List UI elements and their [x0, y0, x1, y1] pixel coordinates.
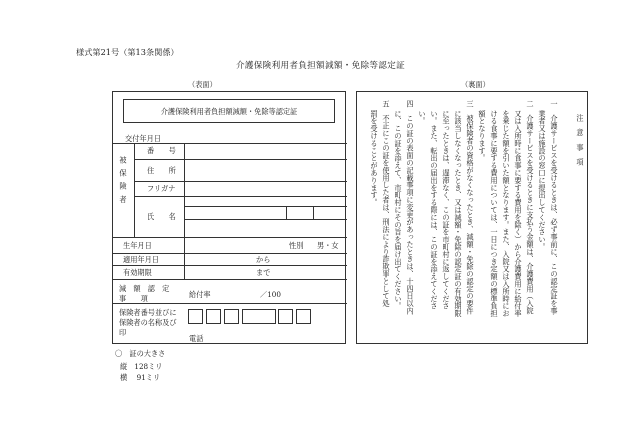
- issue-date-label: 交付年月日: [125, 134, 161, 143]
- note-line: 四 この証の表面の記載事項に変更があったときは、十四日以内: [406, 100, 415, 315]
- card-title: 介護保険利用者負担額減額・免除等認定証: [160, 107, 298, 116]
- front-card: [112, 91, 346, 344]
- note-line: い。また、転出の届出をする際には、この証を添えてくださ: [430, 110, 439, 310]
- valid-until-label: 有効期限: [123, 268, 152, 277]
- birth-date-label: 生年月日: [123, 241, 152, 250]
- furigana-label: フリガナ: [147, 184, 176, 193]
- note-line: 五 不正にこの証を使用した者は、刑法により詐欺罪として処: [382, 100, 391, 308]
- card-size-heading: 〇 証の大きさ: [115, 349, 166, 358]
- phone-label: 電話: [189, 334, 204, 343]
- benefit-rate-suffix: ／100: [260, 290, 281, 299]
- applicable-date-label: 適用年月日: [123, 255, 159, 264]
- note-line: い。: [418, 110, 427, 125]
- back-card: [356, 91, 588, 344]
- insurer-label: 保険者番号並びに保険者の名称及び印: [119, 308, 177, 337]
- card-title-box: [123, 99, 335, 123]
- card-size-height: 縦 128ミリ: [120, 362, 163, 371]
- reduction-items-label: 減 額 認 定 事 項: [119, 284, 177, 303]
- note-line: ける食事に要する費用については、一日につき定額の標準負担: [490, 110, 499, 318]
- note-line: 罰を受けることがあります。: [370, 110, 379, 207]
- note-line: 二 介護サービスを受けるときに支払う金額は、介護費用（入院: [526, 100, 535, 315]
- note-line: 又は入所時に食事に要する費用を除く）から介護費用に給付率: [514, 110, 523, 318]
- gender-label: 性別: [289, 241, 304, 250]
- back-heading: （裏面）: [461, 80, 490, 89]
- address-label: 住 所: [147, 166, 176, 175]
- note-line: 三 被保険者の資格がなくなったとき、減額・免除の認定の要件: [466, 100, 475, 315]
- note-line: に至ったときは、遅滞なく、この証を市町村に返してくださ: [442, 110, 451, 310]
- card-size-width: 横 91ミリ: [120, 373, 161, 382]
- note-line: 一 介護サービスを受けるときは、必ず事前に、この認定証を事: [550, 100, 559, 315]
- gender-value: 男・女: [317, 241, 339, 250]
- benefit-rate-label: 給付率: [189, 290, 211, 299]
- notes-title: 注 意 事 項: [576, 114, 585, 166]
- note-line: 業者又は施設の窓口に提出してください。: [538, 110, 547, 251]
- document-title: 介護保険利用者負担額減額・免除等認定証: [236, 61, 405, 71]
- insurer-number-boxes: [184, 303, 347, 345]
- insured-person-label: 被保険者: [119, 156, 128, 209]
- note-line: に該当しなくなったとき、又は減額・免除の認定証の有効期限: [454, 110, 463, 318]
- front-heading: （表面）: [188, 80, 217, 89]
- notes-list: [363, 100, 559, 338]
- form-number: 様式第21号（第13条関係）: [76, 47, 179, 57]
- note-line: 額となります。: [478, 110, 487, 162]
- until-text: まで: [256, 268, 271, 277]
- note-line: を乗じた額を引いた額となります。また、入院又は入所時にお: [502, 110, 511, 318]
- number-label: 番 号: [147, 146, 176, 155]
- note-line: に、この証を添えて、市町村にその旨を届け出てください。: [394, 110, 403, 310]
- from-text: から: [256, 255, 271, 264]
- name-label: 氏 名: [147, 212, 176, 221]
